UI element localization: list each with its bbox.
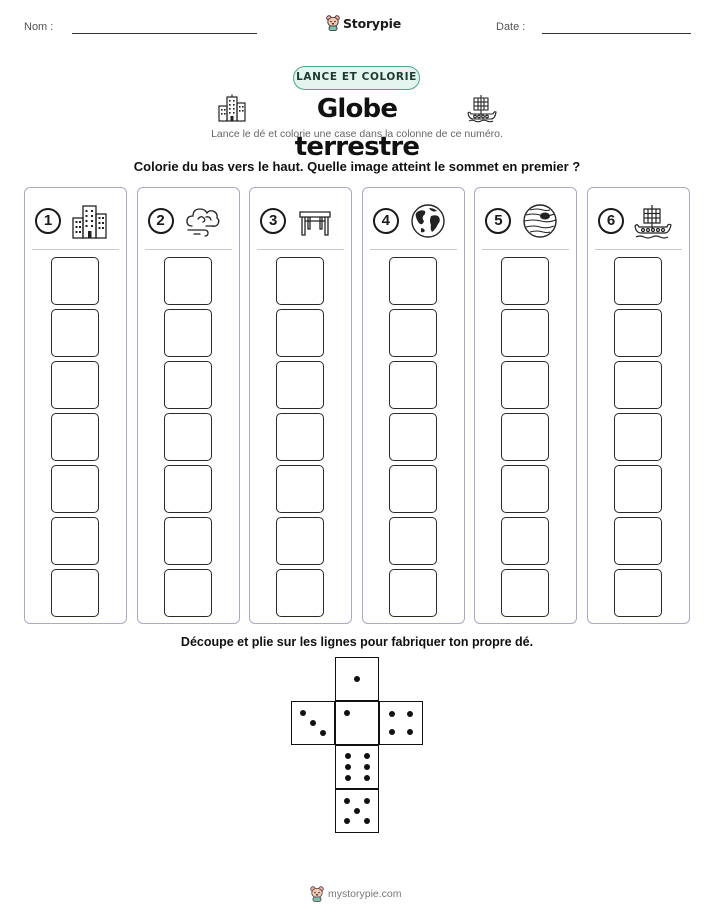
die-pip xyxy=(389,711,395,717)
race-columns xyxy=(24,187,690,624)
color-cell[interactable] xyxy=(51,569,99,617)
color-cell[interactable] xyxy=(164,517,212,565)
brand-name: Storypie xyxy=(343,15,401,31)
die-pip xyxy=(320,730,326,736)
name-field-line[interactable] xyxy=(72,33,257,34)
column-number: 3 xyxy=(260,208,286,234)
color-cell[interactable] xyxy=(164,361,212,409)
die-pip xyxy=(364,818,370,824)
die-pip xyxy=(407,729,413,735)
bear-mascot-icon xyxy=(310,886,324,902)
globe-icon xyxy=(409,202,447,240)
color-cell[interactable] xyxy=(389,413,437,461)
color-cell[interactable] xyxy=(51,517,99,565)
color-cell[interactable] xyxy=(276,413,324,461)
die-pip xyxy=(389,729,395,735)
color-cell[interactable] xyxy=(164,465,212,513)
column-number: 5 xyxy=(485,208,511,234)
die-pip xyxy=(345,753,351,759)
color-cell[interactable] xyxy=(614,257,662,305)
column-6 xyxy=(587,187,690,624)
color-cell[interactable] xyxy=(51,257,99,305)
column-header xyxy=(25,188,126,252)
subtitle: Lance le dé et colorie une case dans la colonne de ce numéro. xyxy=(211,128,503,140)
cut-instruction: Découpe et plie sur les lignes pour fabriquer ton propre dé. xyxy=(180,635,534,649)
footer-website: mystorypie.com xyxy=(328,888,402,900)
die-face-4[interactable] xyxy=(379,701,423,745)
die-face-6[interactable] xyxy=(335,745,379,789)
die-pip xyxy=(345,775,351,781)
color-cell[interactable] xyxy=(389,517,437,565)
color-cell[interactable] xyxy=(164,309,212,357)
die-pip xyxy=(364,764,370,770)
column-header xyxy=(138,188,239,252)
column-number: 4 xyxy=(373,208,399,234)
color-cell[interactable] xyxy=(276,257,324,305)
color-cell[interactable] xyxy=(276,465,324,513)
coloring-instruction: Colorie du bas vers le haut. Quelle image atteint le sommet en premier ? xyxy=(133,159,581,174)
color-cell[interactable] xyxy=(276,517,324,565)
column-divider xyxy=(145,249,232,250)
die-pip xyxy=(345,764,351,770)
column-number: 2 xyxy=(148,208,174,234)
color-cell[interactable] xyxy=(164,257,212,305)
planet-icon xyxy=(521,202,559,240)
die-pip xyxy=(344,818,350,824)
footer xyxy=(310,884,402,904)
color-cell[interactable] xyxy=(501,257,549,305)
name-label: Nom : xyxy=(24,21,54,33)
color-cell[interactable] xyxy=(51,309,99,357)
die-pip xyxy=(364,798,370,804)
column-number: 6 xyxy=(598,208,624,234)
column-header xyxy=(250,188,351,252)
column-divider xyxy=(32,249,119,250)
color-cell[interactable] xyxy=(164,569,212,617)
column-header xyxy=(475,188,576,252)
color-cell[interactable] xyxy=(389,465,437,513)
color-cell[interactable] xyxy=(501,465,549,513)
date-label: Date : xyxy=(496,21,526,33)
table-icon xyxy=(296,202,334,240)
color-cell[interactable] xyxy=(501,413,549,461)
column-number: 1 xyxy=(35,208,61,234)
die-pip xyxy=(407,711,413,717)
column-5 xyxy=(474,187,577,624)
color-cell[interactable] xyxy=(501,361,549,409)
color-cell[interactable] xyxy=(276,309,324,357)
color-cell[interactable] xyxy=(389,569,437,617)
die-face-1[interactable] xyxy=(335,701,379,745)
color-cell[interactable] xyxy=(501,309,549,357)
color-cell[interactable] xyxy=(501,569,549,617)
color-cell[interactable] xyxy=(501,517,549,565)
column-divider xyxy=(482,249,569,250)
die-pip xyxy=(354,808,360,814)
buildings-icon xyxy=(71,202,109,240)
die-pip xyxy=(354,676,360,682)
worksheet-header xyxy=(0,0,714,60)
color-cell[interactable] xyxy=(614,517,662,565)
die-pip xyxy=(364,775,370,781)
date-field-line[interactable] xyxy=(542,33,691,34)
color-cell[interactable] xyxy=(614,309,662,357)
column-divider xyxy=(595,249,682,250)
column-4 xyxy=(362,187,465,624)
color-cell[interactable] xyxy=(389,257,437,305)
column-divider xyxy=(257,249,344,250)
die-pip xyxy=(344,710,350,716)
color-cell[interactable] xyxy=(614,569,662,617)
page-title: Globe terrestre xyxy=(294,94,420,162)
die-face-3[interactable] xyxy=(291,701,335,745)
die-pip xyxy=(364,753,370,759)
column-1 xyxy=(24,187,127,624)
color-cell[interactable] xyxy=(614,361,662,409)
color-cell[interactable] xyxy=(614,465,662,513)
color-cell[interactable] xyxy=(389,361,437,409)
wind-cloud-icon xyxy=(184,202,222,240)
color-cell[interactable] xyxy=(51,465,99,513)
color-cell[interactable] xyxy=(614,413,662,461)
die-pip xyxy=(310,720,316,726)
buildings-icon xyxy=(217,94,247,122)
color-cell[interactable] xyxy=(389,309,437,357)
activity-badge: LANCE ET COLORIE xyxy=(293,66,420,90)
column-2 xyxy=(137,187,240,624)
die-face-5[interactable] xyxy=(335,789,379,833)
die-pip xyxy=(300,710,306,716)
color-cell[interactable] xyxy=(164,413,212,461)
die-face-1[interactable] xyxy=(335,657,379,701)
die-pip xyxy=(344,798,350,804)
column-3 xyxy=(249,187,352,624)
color-cell[interactable] xyxy=(51,413,99,461)
column-header xyxy=(363,188,464,252)
color-cell[interactable] xyxy=(51,361,99,409)
viking-ship-icon xyxy=(467,93,497,123)
brand-logo xyxy=(326,13,401,33)
color-cell[interactable] xyxy=(276,569,324,617)
viking-ship-icon xyxy=(634,202,672,240)
color-cell[interactable] xyxy=(276,361,324,409)
bear-mascot-icon xyxy=(326,15,340,31)
column-header xyxy=(588,188,689,252)
column-divider xyxy=(370,249,457,250)
